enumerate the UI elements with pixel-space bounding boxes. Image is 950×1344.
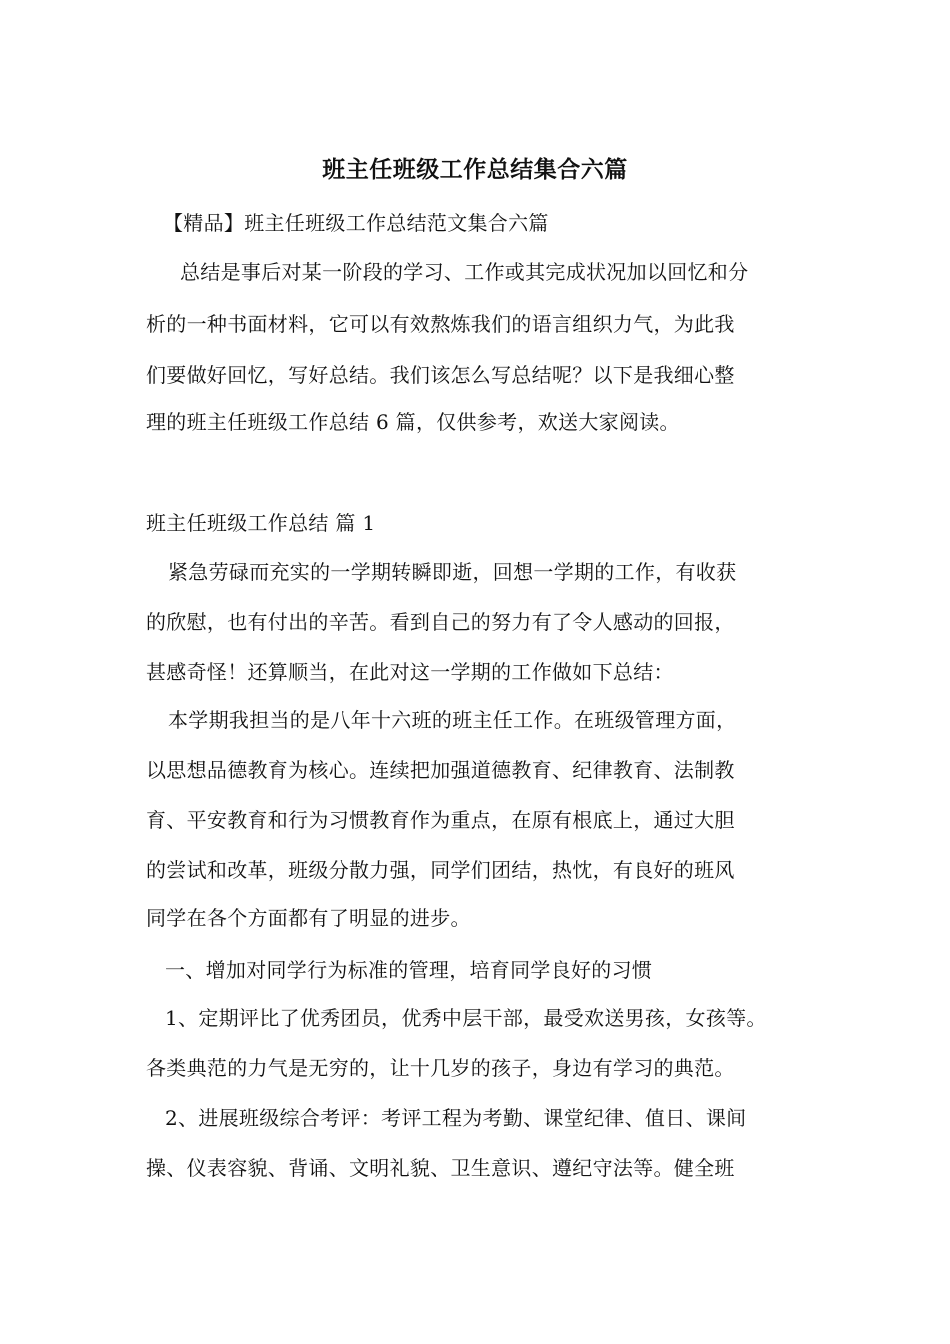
list-item-line: 各类典范的力气是无穷的，让十几岁的孩子，身边有学习的典范。 xyxy=(146,1056,735,1080)
paragraph-line: 析的一种书面材料，它可以有效熬炼我们的语言组织力气，为此我 xyxy=(146,312,735,336)
paragraph-line: 同学在各个方面都有了明显的进步。 xyxy=(146,906,471,930)
paragraph-line: 紧急劳碌而充实的一学期转瞬即逝，回想一学期的工作，有收获 xyxy=(168,560,737,584)
section-heading: 班主任班级工作总结 篇 1 xyxy=(146,511,376,535)
paragraph-line: 本学期我担当的是八年十六班的班主任工作。在班级管理方面， xyxy=(168,708,737,732)
paragraph-line: 的欣慰，也有付出的辛苦。看到自己的努力有了令人感动的回报， xyxy=(146,610,735,634)
subtitle-line: 【精品】班主任班级工作总结范文集合六篇 xyxy=(163,211,549,235)
document-title: 班主任班级工作总结集合六篇 xyxy=(322,156,628,183)
list-item-line: 1、定期评比了优秀团员，优秀中层干部，最受欢送男孩，女孩等。 xyxy=(165,1006,767,1030)
list-heading: 一、增加对同学行为标准的管理，培育同学良好的习惯 xyxy=(165,958,653,982)
paragraph-line: 的尝试和改革，班级分散力强，同学们团结，热忱，有良好的班风 xyxy=(146,858,735,882)
paragraph-line: 甚感奇怪！还算顺当，在此对这一学期的工作做如下总结： xyxy=(146,660,674,684)
list-item-line: 2、进展班级综合考评：考评工程为考勤、课堂纪律、值日、课间 xyxy=(165,1106,747,1130)
paragraph-line: 理的班主任班级工作总结 6 篇，仅供参考，欢送大家阅读。 xyxy=(146,410,680,434)
list-item-line: 操、仪表容貌、背诵、文明礼貌、卫生意识、遵纪守法等。健全班 xyxy=(146,1156,735,1180)
paragraph-line: 总结是事后对某一阶段的学习、工作或其完成状况加以回忆和分 xyxy=(180,260,749,284)
paragraph-line: 育、平安教育和行为习惯教育作为重点，在原有根底上，通过大胆 xyxy=(146,808,735,832)
paragraph-line: 们要做好回忆，写好总结。我们该怎么写总结呢？以下是我细心整 xyxy=(146,363,735,387)
paragraph-line: 以思想品德教育为核心。连续把加强道德教育、纪律教育、法制教 xyxy=(146,758,735,782)
